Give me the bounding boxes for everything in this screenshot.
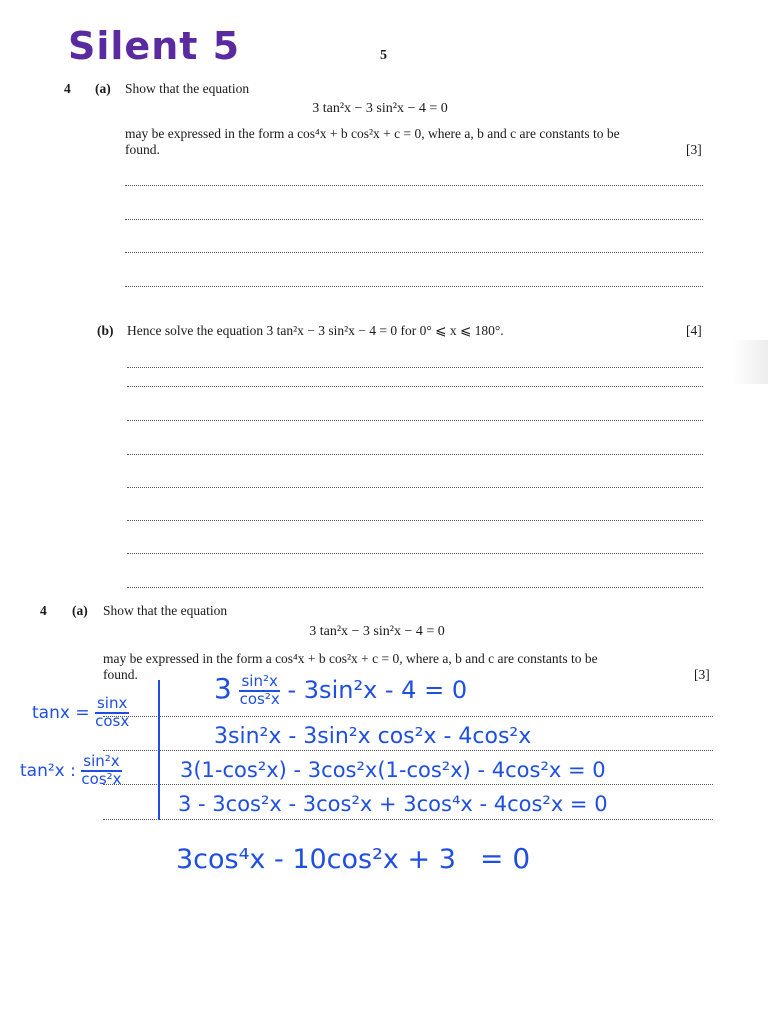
question-number: 4: [64, 81, 71, 96]
margin-note-tan-squared: [20, 754, 122, 788]
answer-line[interactable]: [125, 252, 703, 253]
working-line-1: [214, 672, 467, 708]
answer-line[interactable]: [127, 520, 703, 521]
part-a-equation: 3 tan²x − 3 sin²x − 4 = 0: [309, 624, 445, 639]
fraction: [81, 754, 121, 788]
part-a-prompt: Show that the equation: [103, 603, 228, 618]
coefficient: 3: [214, 672, 232, 705]
part-a-label: (a): [95, 81, 111, 96]
margin-note-tan: [32, 696, 129, 730]
answer-line[interactable]: [103, 819, 713, 820]
question-number: 4: [40, 603, 47, 618]
page-number: 5: [380, 48, 387, 63]
working-line-3: 3(1-cos²x) - 3cos²x(1-cos²x) - 4cos²x = 0: [180, 758, 606, 782]
answer-line[interactable]: [127, 454, 703, 455]
margin-note-lhs: tan²x :: [20, 760, 76, 781]
page-edge-shadow: [732, 340, 768, 384]
part-a-marks: [3]: [686, 142, 702, 157]
answer-line[interactable]: [125, 185, 703, 186]
numerator: sin²x: [83, 752, 120, 770]
answer-line[interactable]: [127, 367, 703, 368]
working-line-4: 3 - 3cos²x - 3cos²x + 3cos⁴x - 4cos²x = 0: [178, 792, 608, 816]
fraction: [95, 696, 129, 730]
answer-line[interactable]: [127, 420, 703, 421]
part-b-marks: [4]: [686, 323, 702, 338]
answer-line[interactable]: [127, 587, 703, 588]
expression: - 3sin²x - 4 = 0: [287, 676, 468, 704]
answer-line[interactable]: [103, 716, 713, 717]
part-a-prompt: Show that the equation: [125, 81, 250, 96]
denominator: cos²x: [239, 690, 280, 708]
fraction: [239, 674, 279, 708]
numerator: sin²x: [241, 672, 278, 691]
denominator: cos²x: [81, 769, 122, 788]
margin-note-lhs: tanx =: [32, 702, 90, 723]
answer-line[interactable]: [125, 286, 703, 287]
answer-line[interactable]: [127, 487, 703, 488]
answer-line[interactable]: [127, 386, 703, 387]
working-line-2: 3sin²x - 3sin²x cos²x - 4cos²x: [214, 724, 532, 749]
part-a-label: (a): [72, 603, 88, 618]
part-a-equation: 3 tan²x − 3 sin²x − 4 = 0: [312, 101, 448, 116]
part-b-label: (b): [97, 323, 114, 338]
handwritten-title: Silent 5: [68, 24, 241, 68]
answer-line[interactable]: [127, 553, 703, 554]
part-b-prompt: Hence solve the equation 3 tan²x − 3 sin²x − 4 = 0 for 0° ⩽ x ⩽ 180°.: [127, 323, 504, 338]
part-a-text-line2: found.: [125, 142, 160, 157]
margin-line: [158, 680, 160, 820]
denominator: cosx: [95, 711, 130, 730]
answer-line[interactable]: [103, 750, 713, 751]
part-a-text-line1: may be expressed in the form a cos⁴x + b cos²x + c = 0, where a, b and c are constants to be: [103, 651, 598, 666]
numerator: sinx: [96, 694, 128, 712]
part-a-text-line2: found.: [103, 667, 138, 682]
working-line-5: 3cos⁴x - 10cos²x + 3: [176, 844, 456, 875]
answer-line[interactable]: [125, 219, 703, 220]
answer-line[interactable]: [103, 784, 713, 785]
part-a-text-line1: may be expressed in the form a cos⁴x + b cos²x + c = 0, where a, b and c are constants to be: [125, 126, 620, 141]
part-a-marks: [3]: [694, 667, 710, 682]
working-line-5-equals: = 0: [480, 842, 531, 875]
